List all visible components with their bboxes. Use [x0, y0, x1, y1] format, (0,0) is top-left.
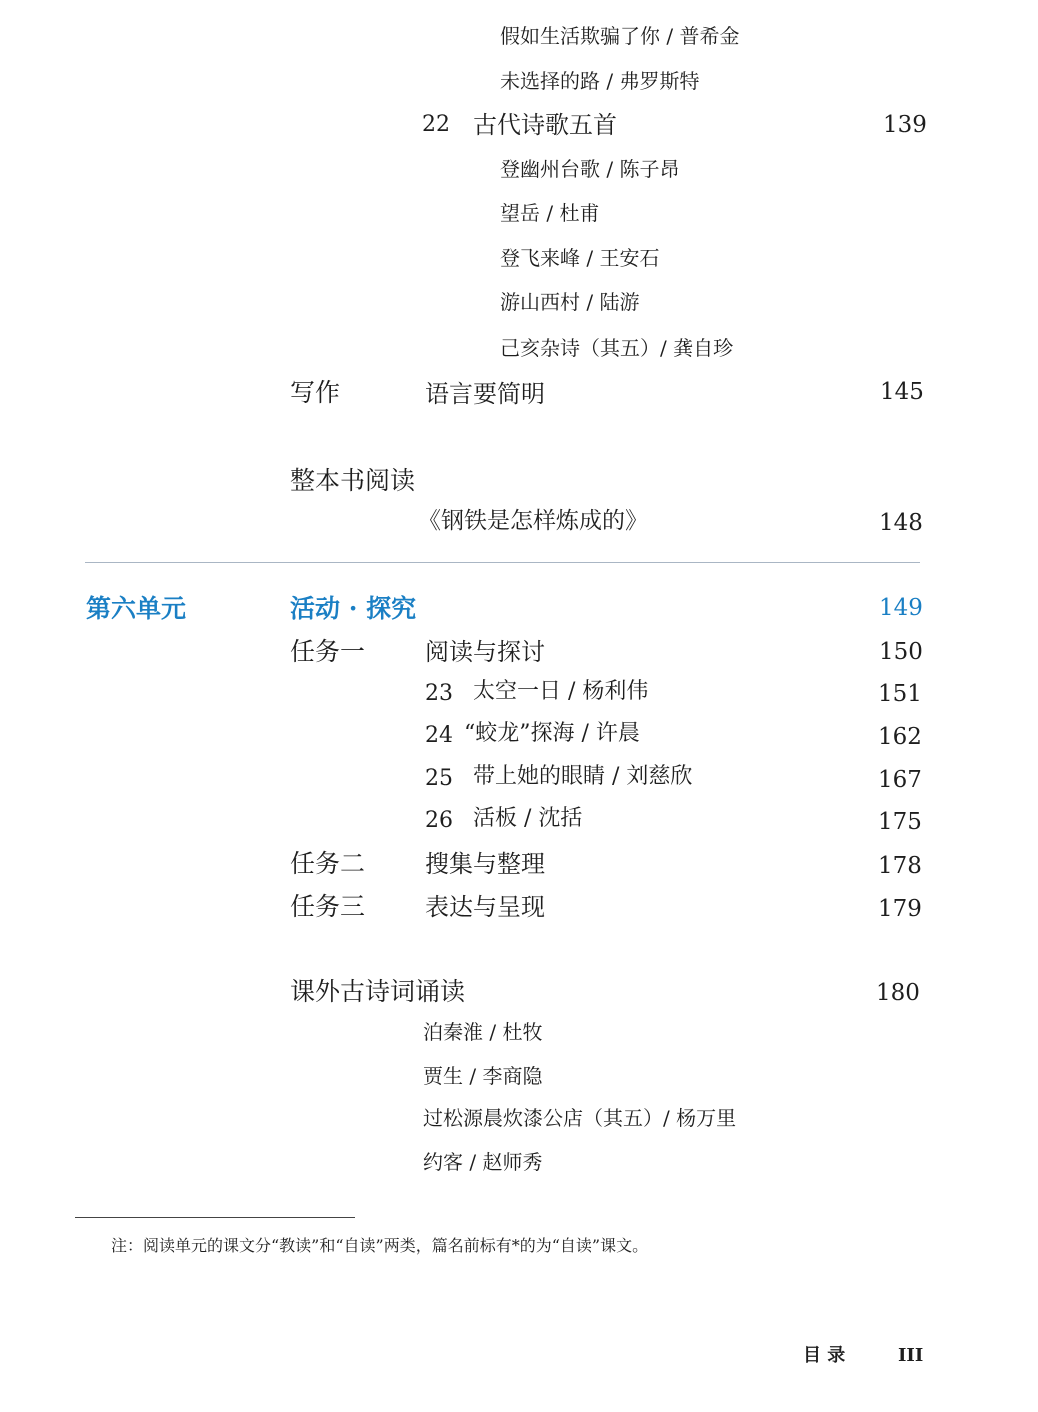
task-title: 表达与呈现	[425, 893, 545, 921]
page-number: 151	[878, 681, 922, 707]
poem-entry: 游山西村 / 陆游	[500, 290, 640, 314]
page-number: 175	[878, 809, 922, 835]
lesson-number: 24	[425, 723, 453, 748]
poem-entry: 望岳 / 杜甫	[500, 201, 600, 225]
writing-label: 写作	[290, 378, 341, 407]
lesson-title: 太空一日 / 杨利伟	[473, 679, 649, 704]
footnote-rule	[75, 1217, 355, 1218]
unit-heading: 活动 · 探究	[290, 594, 417, 623]
poem-entry: 假如生活欺骗了你 / 普希金	[500, 24, 740, 48]
page-number: 167	[878, 767, 922, 793]
lesson-number: 25	[425, 766, 453, 791]
poem-entry: 登飞来峰 / 王安石	[500, 246, 660, 270]
extracurricular-title: 课外古诗词诵读	[290, 977, 466, 1006]
poem-entry: 泊秦淮 / 杜牧	[423, 1020, 543, 1044]
task-label: 任务三	[290, 892, 366, 921]
poem-entry: 贾生 / 李商隐	[423, 1064, 543, 1088]
poem-entry: 未选择的路 / 弗罗斯特	[500, 69, 700, 93]
footnote: 注：阅读单元的课文分“教读”和“自读”两类，篇名前标有*的为“自读”课文。	[111, 1236, 649, 1255]
footer-label: 目 录	[803, 1345, 846, 1366]
task-label: 任务一	[290, 637, 366, 666]
lesson-title: 带上她的眼睛 / 刘慈欣	[473, 764, 693, 789]
unit-label: 第六单元	[86, 594, 187, 623]
lesson-number: 26	[425, 808, 453, 833]
page-number: 148	[879, 510, 923, 536]
lesson-title: 古代诗歌五首	[473, 111, 617, 139]
page-number: 145	[880, 379, 924, 405]
footer-page: III	[898, 1345, 924, 1366]
lesson-number: 23	[425, 681, 453, 706]
page-number: 178	[878, 853, 922, 879]
lesson-title: 活板 / 沈括	[473, 806, 583, 831]
page-number: 180	[876, 980, 920, 1006]
task-title: 阅读与探讨	[425, 638, 545, 666]
poem-entry: 约客 / 赵师秀	[423, 1150, 543, 1174]
page-number: 179	[878, 896, 922, 922]
page-number: 149	[879, 595, 923, 621]
poem-entry: 过松源晨炊漆公店（其五）/ 杨万里	[423, 1106, 737, 1130]
whole-book-label: 整本书阅读	[290, 466, 416, 495]
unit-divider	[85, 562, 920, 563]
writing-title: 语言要简明	[425, 380, 545, 408]
poem-entry: 登幽州台歌 / 陈子昂	[500, 157, 680, 181]
lesson-number: 22	[422, 112, 450, 137]
task-title: 搜集与整理	[425, 850, 545, 878]
page-number: 139	[883, 112, 927, 138]
lesson-title: “蛟龙”探海 / 许晨	[464, 721, 640, 746]
poem-entry: 己亥杂诗（其五）/ 龚自珍	[500, 336, 734, 360]
page-number: 162	[878, 724, 922, 750]
page-number: 150	[879, 639, 923, 665]
task-label: 任务二	[290, 849, 366, 878]
whole-book-title: 《钢铁是怎样炼成的》	[418, 508, 648, 534]
